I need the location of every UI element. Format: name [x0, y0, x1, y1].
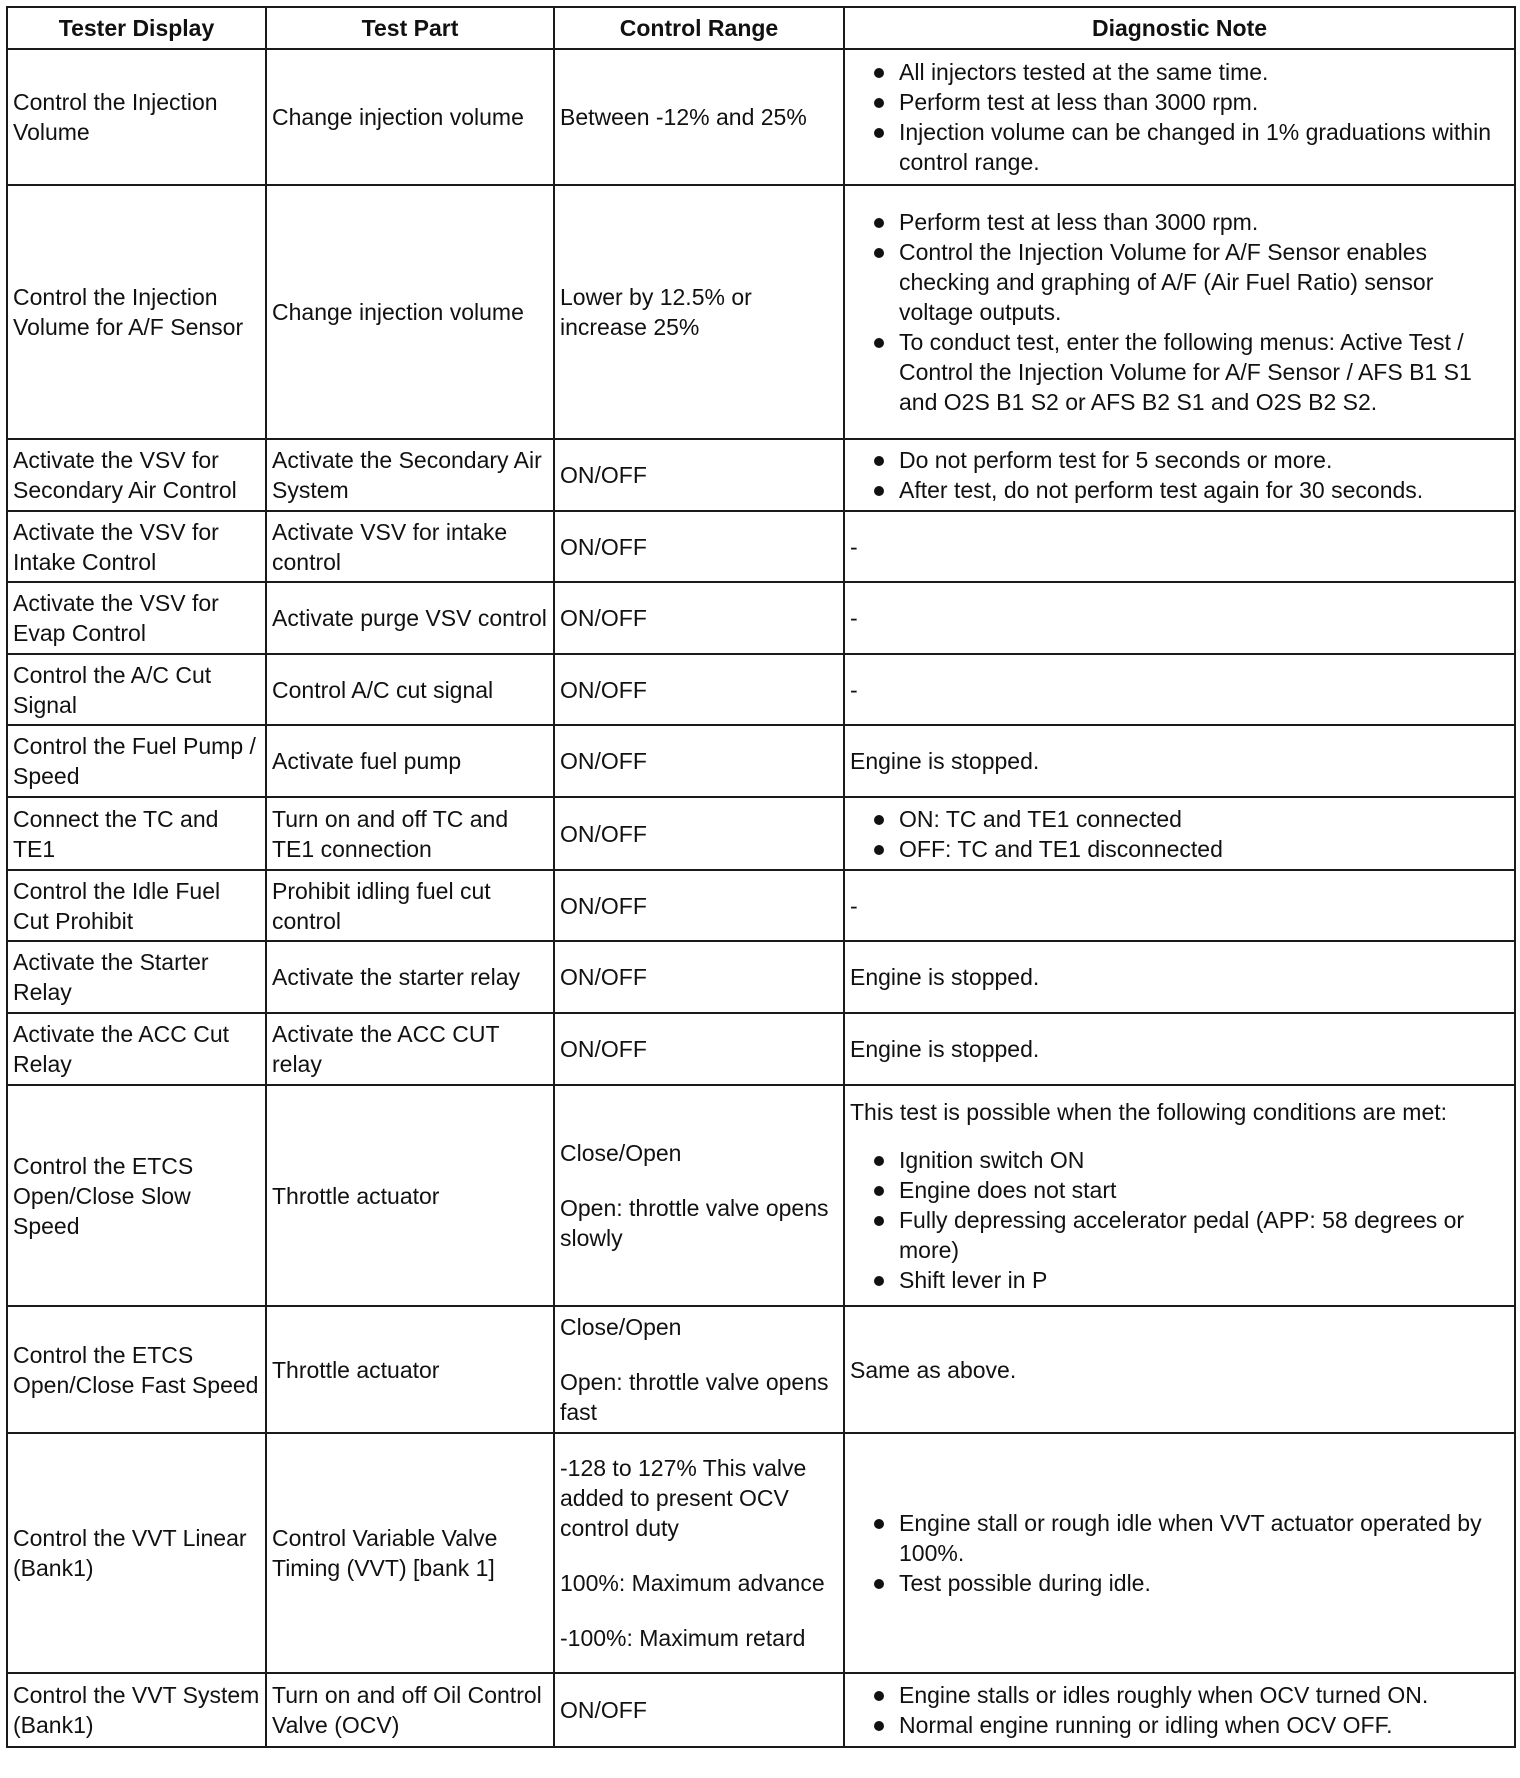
table-row	[7, 1306, 1515, 1433]
control-range-line: Open: throttle valve opens fast	[560, 1369, 829, 1425]
table-row	[7, 725, 1515, 797]
cell-test-part: Activate the starter relay	[266, 941, 554, 1013]
cell-diagnostic-note	[844, 870, 1515, 941]
cell-control-range	[554, 511, 844, 582]
diagnostic-note-list	[850, 445, 1509, 505]
cell-tester-display: Control the Injection Volume	[7, 49, 266, 185]
cell-tester-display: Control the ETCS Open/Close Fast Speed	[7, 1306, 266, 1433]
diagnostic-note-bullet: Fully depressing accelerator pedal (APP: 58 degrees or more)	[850, 1205, 1509, 1265]
cell-control-range	[554, 185, 844, 439]
control-range-line: Open: throttle valve opens slowly	[560, 1195, 829, 1251]
diagnostic-note-bullet: Perform test at less than 3000 rpm.	[850, 207, 1509, 237]
cell-diagnostic-note	[844, 439, 1515, 511]
cell-tester-display: Activate the Starter Relay	[7, 941, 266, 1013]
control-range-line: ON/OFF	[560, 1697, 647, 1723]
table-row	[7, 654, 1515, 725]
cell-control-range	[554, 1673, 844, 1747]
cell-control-range	[554, 582, 844, 654]
diagnostic-note-bullet: Do not perform test for 5 seconds or more.	[850, 445, 1509, 475]
cell-test-part: Change injection volume	[266, 185, 554, 439]
diagnostic-note-text: -	[850, 533, 858, 560]
table-row	[7, 582, 1515, 654]
control-range-line: 100%: Maximum advance	[560, 1570, 825, 1596]
control-range-line: ON/OFF	[560, 462, 647, 488]
cell-diagnostic-note	[844, 1306, 1515, 1433]
control-range-line: Between -12% and 25%	[560, 104, 807, 130]
cell-diagnostic-note	[844, 49, 1515, 185]
cell-diagnostic-note	[844, 1433, 1515, 1673]
table-row	[7, 1673, 1515, 1747]
cell-test-part: Activate the ACC CUT relay	[266, 1013, 554, 1085]
diagnostic-note-bullet: After test, do not perform test again for 30 seconds.	[850, 475, 1509, 505]
table-row	[7, 49, 1515, 185]
active-test-table-sheet	[6, 6, 1514, 1748]
control-range-line: Lower by 12.5% or increase 25%	[560, 284, 752, 340]
header-control-range: Control Range	[554, 7, 844, 49]
cell-tester-display: Control the VVT Linear (Bank1)	[7, 1433, 266, 1673]
table-row	[7, 1013, 1515, 1085]
table-row	[7, 797, 1515, 870]
cell-test-part: Activate fuel pump	[266, 725, 554, 797]
control-range-line: -128 to 127% This valve added to present OCV control duty	[560, 1455, 807, 1541]
cell-tester-display: Activate the ACC Cut Relay	[7, 1013, 266, 1085]
control-range-line: ON/OFF	[560, 892, 647, 919]
diagnostic-note-text: Engine is stopped.	[850, 748, 1040, 774]
diagnostic-note-bullet: ON: TC and TE1 connected	[850, 804, 1509, 834]
cell-test-part: Activate the Secondary Air System	[266, 439, 554, 511]
cell-tester-display: Control the VVT System (Bank1)	[7, 1673, 266, 1747]
cell-control-range	[554, 439, 844, 511]
table-row	[7, 185, 1515, 439]
cell-test-part: Activate purge VSV control	[266, 582, 554, 654]
diagnostic-note-bullet: Test possible during idle.	[850, 1568, 1509, 1598]
diagnostic-note-text: -	[850, 892, 858, 919]
cell-diagnostic-note	[844, 941, 1515, 1013]
cell-tester-display: Activate the VSV for Evap Control	[7, 582, 266, 654]
diagnostic-note-bullet: Engine stall or rough idle when VVT actuator operated by 100%.	[850, 1508, 1509, 1568]
cell-test-part: Prohibit idling fuel cut control	[266, 870, 554, 941]
cell-control-range	[554, 870, 844, 941]
diagnostic-note-bullet: To conduct test, enter the following menus: Active Test / Control the Injection Volume for A/F Sensor / AFS B1 S1 and O2S B1 S2 or AFS B2 S1 and O2S B2 S2.	[850, 327, 1509, 417]
table-row	[7, 941, 1515, 1013]
cell-tester-display: Activate the VSV for Intake Control	[7, 511, 266, 582]
diagnostic-note-text: -	[850, 676, 858, 703]
cell-tester-display: Control the ETCS Open/Close Slow Speed	[7, 1085, 266, 1306]
diagnostic-note-text: -	[850, 605, 858, 631]
control-range-line: ON/OFF	[560, 533, 647, 560]
cell-control-range	[554, 1085, 844, 1306]
cell-diagnostic-note	[844, 654, 1515, 725]
control-range-line: ON/OFF	[560, 605, 647, 631]
diagnostic-note-text: Same as above.	[850, 1356, 1017, 1383]
control-range-line: Close/Open	[560, 1140, 682, 1166]
diagnostic-note-list	[850, 804, 1509, 864]
control-range-line: -100%: Maximum retard	[560, 1625, 806, 1651]
header-tester-display: Tester Display	[7, 7, 266, 49]
diagnostic-note-bullet: Control the Injection Volume for A/F Sensor enables checking and graphing of A/F (Air Fuel Ratio) sensor voltage outputs.	[850, 237, 1509, 327]
header-test-part: Test Part	[266, 7, 554, 49]
cell-control-range	[554, 725, 844, 797]
diagnostic-note-bullet: Normal engine running or idling when OCV OFF.	[850, 1710, 1509, 1740]
diagnostic-note-list	[850, 207, 1509, 417]
control-range-line: ON/OFF	[560, 1036, 647, 1062]
cell-tester-display: Control the Injection Volume for A/F Sensor	[7, 185, 266, 439]
cell-test-part: Activate VSV for intake control	[266, 511, 554, 582]
diagnostic-note-bullet: Engine does not start	[850, 1175, 1509, 1205]
diagnostic-note-bullet: Engine stalls or idles roughly when OCV turned ON.	[850, 1680, 1509, 1710]
control-range-line: ON/OFF	[560, 820, 647, 847]
cell-control-range	[554, 797, 844, 870]
cell-diagnostic-note	[844, 511, 1515, 582]
cell-diagnostic-note	[844, 185, 1515, 439]
table-row	[7, 511, 1515, 582]
table-row	[7, 870, 1515, 941]
diagnostic-note-bullet: Ignition switch ON	[850, 1145, 1509, 1175]
cell-test-part: Change injection volume	[266, 49, 554, 185]
cell-control-range	[554, 654, 844, 725]
cell-test-part: Control Variable Valve Timing (VVT) [bank 1]	[266, 1433, 554, 1673]
cell-diagnostic-note	[844, 797, 1515, 870]
cell-control-range	[554, 1306, 844, 1433]
diagnostic-note-list	[850, 57, 1509, 177]
table-body	[7, 49, 1515, 1747]
cell-test-part: Throttle actuator	[266, 1085, 554, 1306]
cell-test-part: Turn on and off Oil Control Valve (OCV)	[266, 1673, 554, 1747]
cell-diagnostic-note	[844, 1085, 1515, 1306]
cell-test-part: Turn on and off TC and TE1 connection	[266, 797, 554, 870]
header-row	[7, 7, 1515, 49]
cell-diagnostic-note	[844, 1013, 1515, 1085]
table-row	[7, 1085, 1515, 1306]
cell-control-range	[554, 1433, 844, 1673]
cell-tester-display: Connect the TC and TE1	[7, 797, 266, 870]
cell-tester-display: Control the Fuel Pump / Speed	[7, 725, 266, 797]
cell-control-range	[554, 49, 844, 185]
diagnostic-note-text: Engine is stopped.	[850, 1036, 1040, 1062]
diagnostic-note-bullet: All injectors tested at the same time.	[850, 57, 1509, 87]
control-range-line: ON/OFF	[560, 964, 647, 990]
cell-tester-display: Control the A/C Cut Signal	[7, 654, 266, 725]
diagnostic-note-bullet: OFF: TC and TE1 disconnected	[850, 834, 1509, 864]
table-row	[7, 439, 1515, 511]
cell-test-part: Throttle actuator	[266, 1306, 554, 1433]
diagnostic-note-bullet: Shift lever in P	[850, 1265, 1509, 1295]
diagnostic-note-list	[850, 1145, 1509, 1295]
diagnostic-note-text: Engine is stopped.	[850, 964, 1040, 990]
control-range-line: Close/Open	[560, 1314, 682, 1340]
header-diagnostic-note: Diagnostic Note	[844, 7, 1515, 49]
cell-tester-display: Control the Idle Fuel Cut Prohibit	[7, 870, 266, 941]
table-row	[7, 1433, 1515, 1673]
diagnostic-note-bullet: Injection volume can be changed in 1% graduations within control range.	[850, 117, 1509, 177]
control-range-line: ON/OFF	[560, 748, 647, 774]
diagnostic-note-bullet: Perform test at less than 3000 rpm.	[850, 87, 1509, 117]
cell-diagnostic-note	[844, 582, 1515, 654]
cell-tester-display: Activate the VSV for Secondary Air Control	[7, 439, 266, 511]
cell-control-range	[554, 1013, 844, 1085]
diagnostic-note-list	[850, 1680, 1509, 1740]
cell-control-range	[554, 941, 844, 1013]
active-test-table	[6, 6, 1516, 1748]
diagnostic-note-list	[850, 1508, 1509, 1598]
diagnostic-note-text: This test is possible when the following conditions are met:	[850, 1098, 1448, 1125]
cell-diagnostic-note	[844, 1673, 1515, 1747]
control-range-line: ON/OFF	[560, 676, 647, 703]
cell-diagnostic-note	[844, 725, 1515, 797]
cell-test-part: Control A/C cut signal	[266, 654, 554, 725]
